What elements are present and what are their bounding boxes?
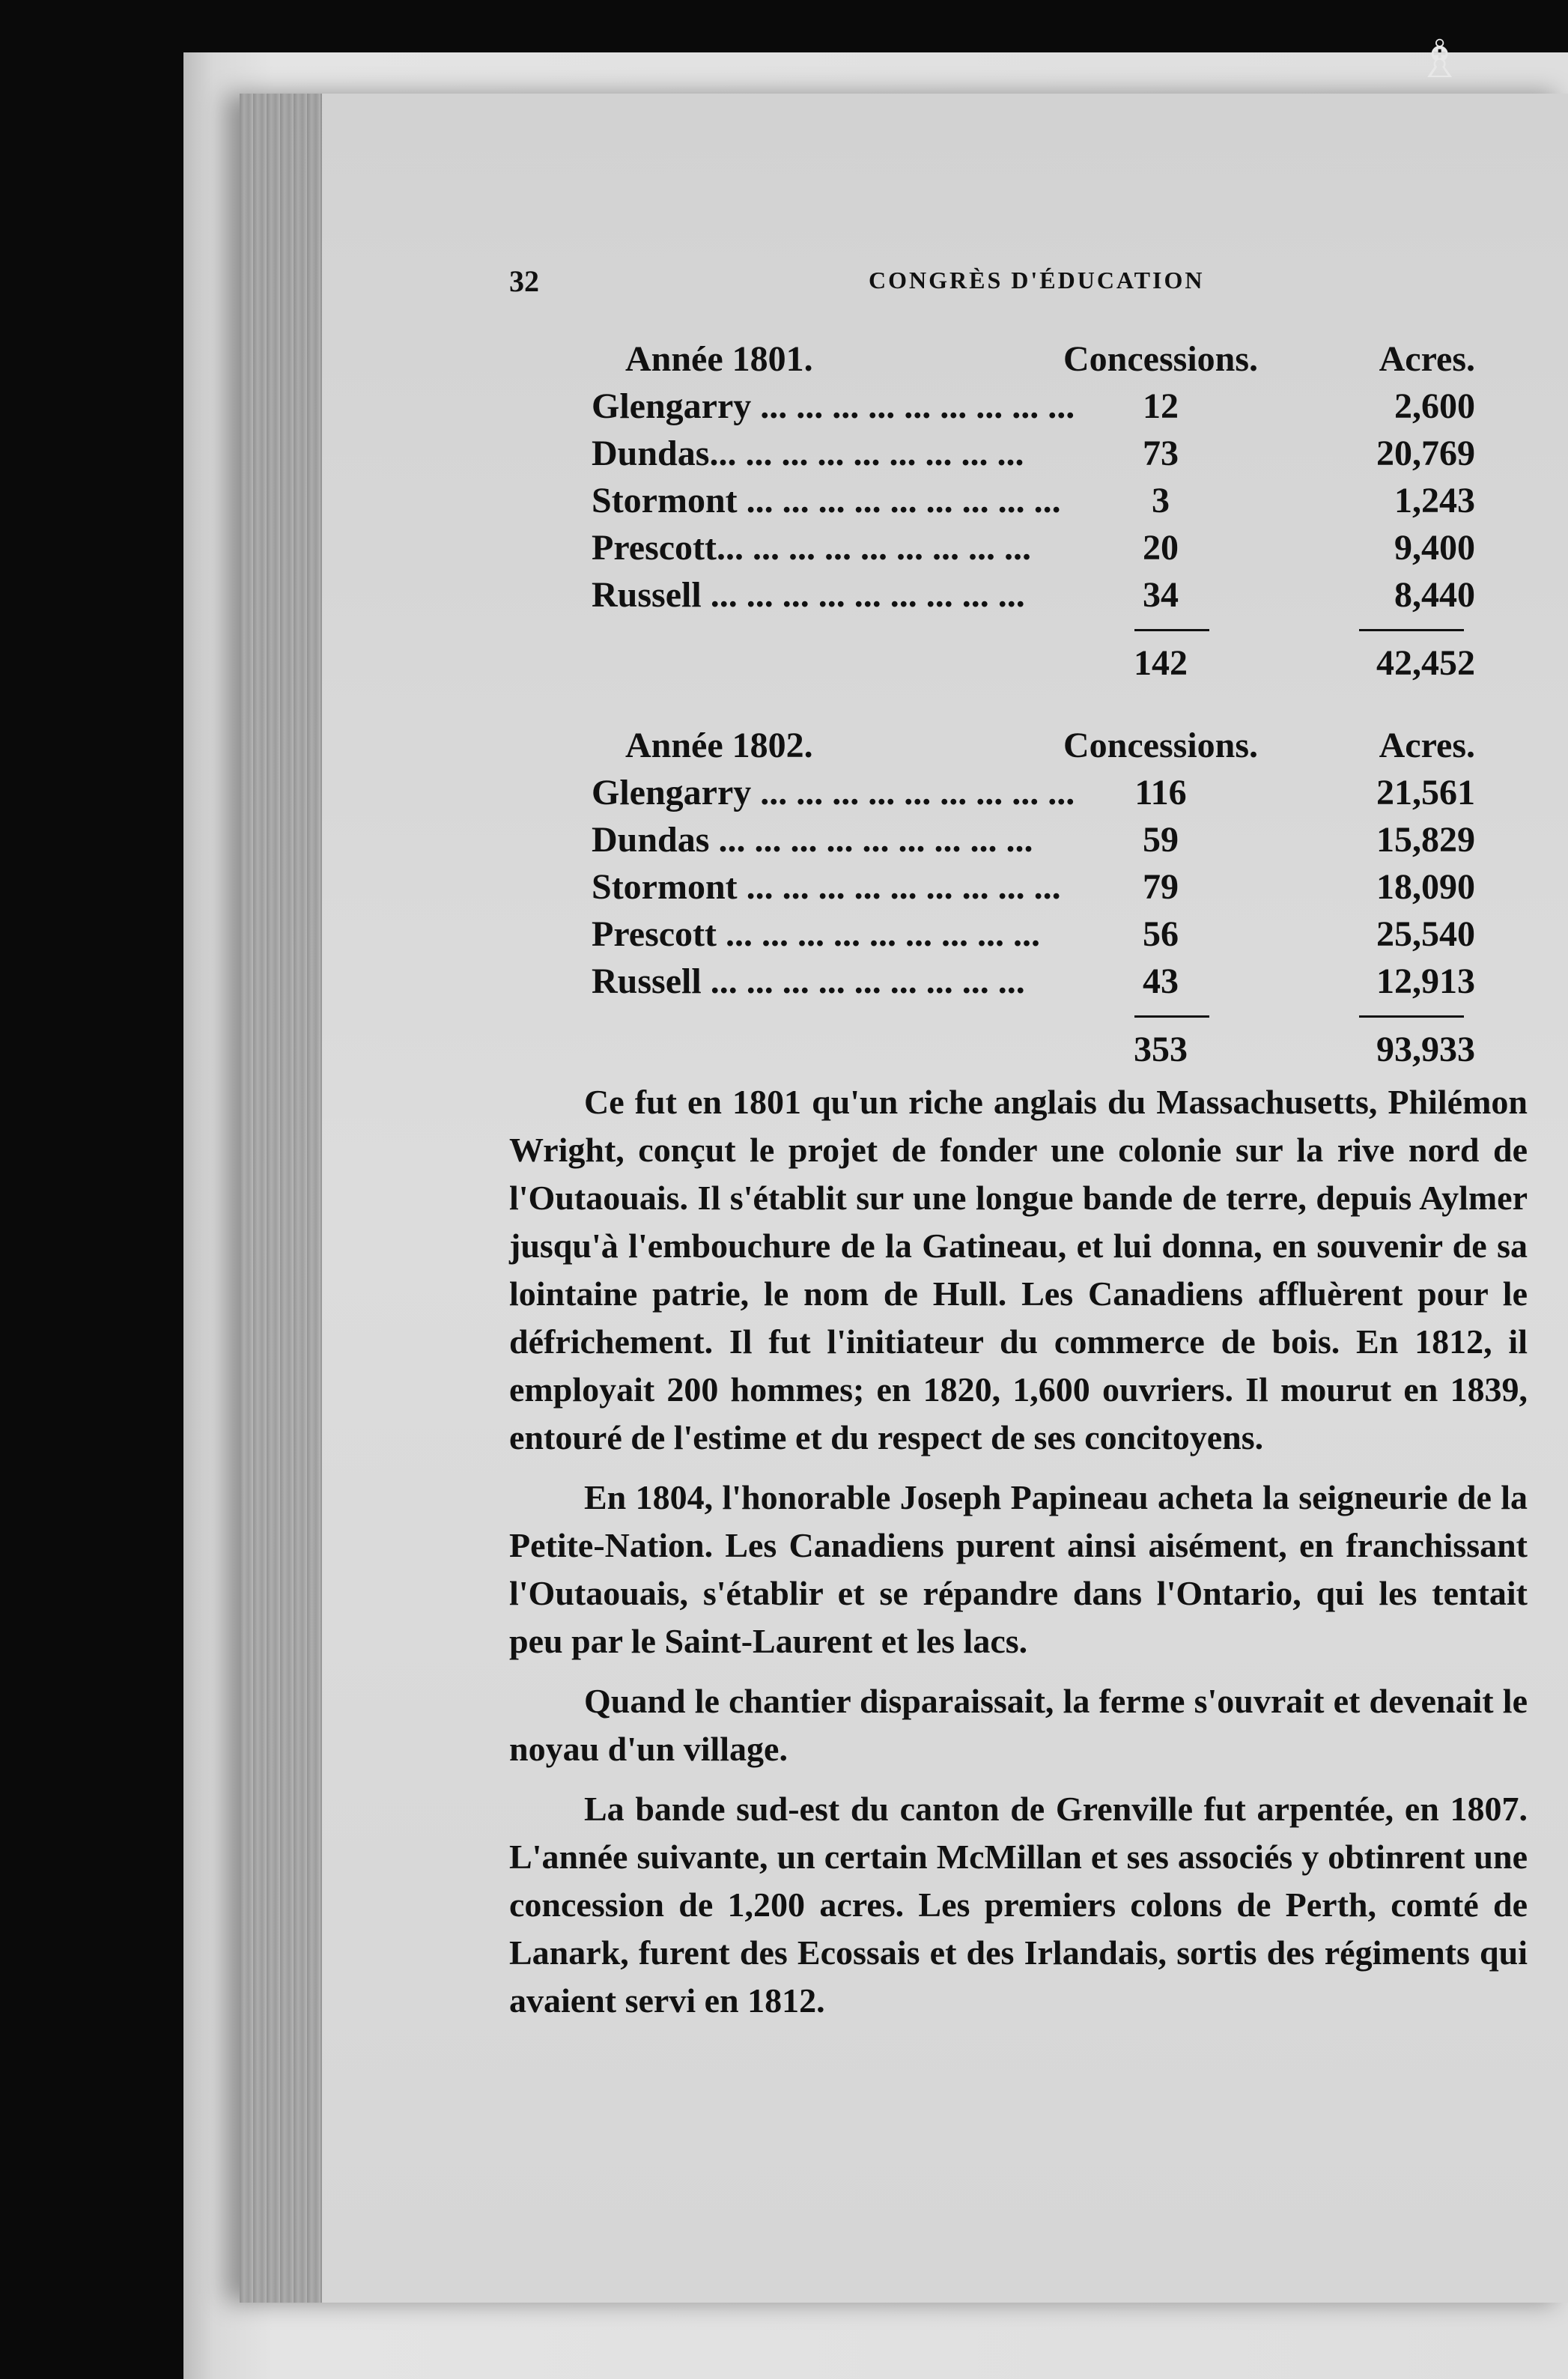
- year-label: Année 1802.: [625, 726, 813, 765]
- paragraph: Quand le chantier disparaissait, la ferme s'ouvrait et devenait le noyau d'un village.: [509, 1682, 1528, 1768]
- running-head: CONGRÈS D'ÉDUCATION: [869, 267, 1205, 294]
- concessions-value: 59: [1143, 820, 1179, 860]
- concessions-value: 20: [1143, 528, 1179, 568]
- total-row: [592, 642, 1475, 687]
- page-header: [509, 264, 1483, 301]
- total-rule: [1134, 1015, 1209, 1018]
- table-header-row: [592, 338, 1475, 383]
- county-name: Stormont ... ... ... ... ... ... ... ... ...: [592, 867, 1061, 907]
- county-name: Dundas... ... ... ... ... ... ... ... ...: [592, 434, 1024, 473]
- county-name: Prescott ... ... ... ... ... ... ... ... ...: [592, 914, 1041, 954]
- county-name: Glengarry ... ... ... ... ... ... ... ... ...: [592, 386, 1075, 426]
- concessions-value: 116: [1134, 773, 1187, 812]
- table-row: [592, 527, 1475, 572]
- concessions-value: 3: [1152, 481, 1170, 520]
- total-row: [592, 1029, 1475, 1074]
- acres-value: 8,440: [1394, 575, 1475, 615]
- concessions-header: Concessions.: [1063, 339, 1259, 379]
- acres-value: 12,913: [1376, 961, 1475, 1001]
- total-concessions: 142: [1134, 643, 1188, 683]
- acres-value: 18,090: [1376, 867, 1475, 907]
- county-name: Russell ... ... ... ... ... ... ... ... ...: [592, 961, 1025, 1001]
- table-row: [592, 433, 1475, 478]
- county-name: Glengarry ... ... ... ... ... ... ... ... ...: [592, 773, 1075, 812]
- table-row: [592, 386, 1475, 431]
- acres-value: 1,243: [1394, 481, 1475, 520]
- paragraph: La bande sud-est du canton de Grenville fut arpentée, en 1807. L'année suivante, un certain McMillan et ses associés y obtinrent une concession de 1,200 acres. Les premiers colons de Perth, comté de Lanark, furent des Ecossais et des Irlandais, sortis des régiments qui avaient servi en 1812.: [509, 1790, 1528, 2020]
- acres-value: 9,400: [1394, 528, 1475, 568]
- table-row: [592, 819, 1475, 864]
- total-acres: 93,933: [1376, 1030, 1475, 1069]
- table-row: [592, 866, 1475, 911]
- table-row: [592, 772, 1475, 817]
- year-label: Année 1801.: [625, 339, 813, 379]
- county-name: Dundas ... ... ... ... ... ... ... ... ...: [592, 820, 1033, 860]
- body-text: [509, 1078, 1528, 2037]
- total-rule: [1134, 629, 1209, 631]
- page-number: 32: [509, 264, 539, 298]
- acres-value: 15,829: [1376, 820, 1475, 860]
- paragraph: En 1804, l'honorable Joseph Papineau acheta la seigneurie de la Petite-Nation. Les Canadiens purent ainsi aisément, en franchissant l'Outaouais, s'établir et se répandre dans l'Ontario, qui les tentait peu par le Saint-Laurent et les lacs.: [509, 1478, 1528, 1660]
- paragraph: Ce fut en 1801 qu'un riche anglais du Massachusetts, Philémon Wright, conçut le projet de fonder une colonie sur la rive nord de l'Outaouais. Il s'établit sur une longue bande de terre, depuis Aylmer jusqu'à l'embouchure de la Gatineau, et lui donna, en souvenir de sa lointaine patrie, le nom de Hull. Les Canadiens affluèrent pour le défrichement. Il fut l'initiateur du commerce de bois. En 1812, il employait 200 hommes; en 1820, 1,600 ouvriers. Il mourut en 1839, entouré de l'estime et du respect de ses concitoyens.: [509, 1083, 1528, 1456]
- concessions-header: Concessions.: [1063, 726, 1259, 765]
- acres-value: 25,540: [1376, 914, 1475, 954]
- table-header-row: [592, 725, 1475, 770]
- acres-value: 20,769: [1376, 434, 1475, 473]
- page-gutter: [240, 94, 322, 2303]
- corner-mark-icon: ♗: [1416, 31, 1463, 89]
- county-name: Stormont ... ... ... ... ... ... ... ... ...: [592, 481, 1061, 520]
- acres-value: 21,561: [1376, 773, 1475, 812]
- concessions-value: 34: [1143, 575, 1179, 615]
- concessions-value: 56: [1143, 914, 1179, 954]
- table-row: [592, 480, 1475, 525]
- concessions-value: 79: [1143, 867, 1179, 907]
- concessions-value: 12: [1143, 386, 1179, 426]
- acres-header: Acres.: [1379, 339, 1475, 379]
- acres-value: 2,600: [1394, 386, 1475, 426]
- table-row: [592, 914, 1475, 958]
- table-row: [592, 574, 1475, 619]
- county-name: Prescott... ... ... ... ... ... ... ... ...: [592, 528, 1032, 568]
- total-rule: [1359, 629, 1464, 631]
- table-row: [592, 961, 1475, 1006]
- county-name: Russell ... ... ... ... ... ... ... ... ...: [592, 575, 1025, 615]
- total-acres: 42,452: [1376, 643, 1475, 683]
- concessions-value: 43: [1143, 961, 1179, 1001]
- total-rule: [1359, 1015, 1464, 1018]
- concessions-value: 73: [1143, 434, 1179, 473]
- acres-header: Acres.: [1379, 726, 1475, 765]
- total-concessions: 353: [1134, 1030, 1188, 1069]
